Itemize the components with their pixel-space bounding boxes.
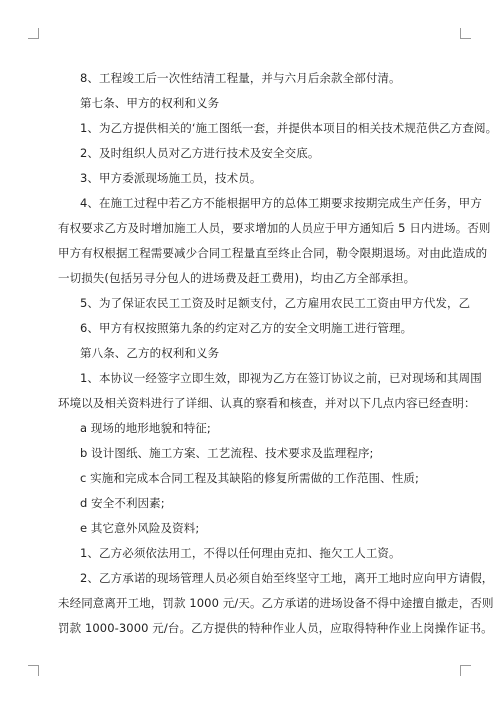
text-line: 4、在施工过程中若乙方不能根据甲方的总体工期要求按期完成生产任务，甲方	[80, 196, 482, 210]
text-line: 2、乙方承诺的现场管理人员必须自始至终坚守工地，离开工地时应向甲方请假，	[80, 571, 494, 585]
text-line: d 安全不利因素;	[80, 496, 165, 510]
paragraph	[80, 141, 442, 166]
paragraph	[58, 366, 482, 416]
text-line: c 实施和完成本合同工程及其缺陷的修复所需做的工作范围、性质;	[80, 471, 419, 485]
paragraph	[80, 541, 442, 566]
text-line: b 设计图纸、施工方案、工艺流程、技术要求及监理程序;	[80, 446, 374, 460]
crop-mark-bottom-left	[28, 665, 39, 676]
text-line: 甲方有权根据工程需要减少合同工程量直至终止合同，勒令限期退场。对由此造成的	[58, 246, 488, 260]
paragraph	[80, 341, 442, 366]
crop-mark-top-left	[28, 28, 39, 39]
paragraph	[80, 116, 498, 141]
document-body	[58, 66, 498, 641]
paragraph	[58, 566, 494, 641]
text-line: 第七条、甲方的权利和义务	[80, 96, 220, 110]
text-line: e 其它意外风险及资料;	[80, 521, 200, 535]
paragraph	[80, 516, 442, 541]
text-line: 罚款 1000-3000 元/台。乙方提供的特种作业人员，应取得特种作业上岗操作证书。	[58, 621, 493, 635]
text-line: 一切损失(包括另寻分包人的进场费及赶工费用)，均由乙方全部承担。	[58, 271, 416, 285]
text-line: 8、工程竣工后一次性结清工程量，并与六月后余款全部付清。	[80, 71, 401, 85]
text-line: 有权要求乙方及时增加施工人员，要求增加的人员应于甲方通知后 5 日内进场。否则	[58, 221, 491, 235]
text-line: 未经同意离开工地，罚款 1000 元/天。乙方承诺的进场设备不得中途擅自撤走，否则	[58, 596, 494, 610]
crop-mark-bottom-right	[460, 665, 471, 676]
paragraph	[80, 66, 442, 91]
paragraph	[80, 466, 442, 491]
text-line: a 现场的地形地貌和特征;	[80, 421, 211, 435]
text-line: 6、甲方有权按照第九条的约定对乙方的安全文明施工进行管理。	[80, 321, 413, 335]
text-line: 1、乙方必须依法用工，不得以任何理由克扣、拖欠工人工资。	[80, 546, 401, 560]
paragraph	[80, 166, 442, 191]
text-line: 环境以及相关资料进行了详细、认真的察看和核查，并对以下几点内容已经查明：	[58, 396, 476, 410]
crop-mark-top-right	[460, 28, 471, 39]
text-line: 3、甲方委派现场施工员，技术员。	[80, 171, 262, 185]
paragraph	[58, 191, 491, 291]
paragraph	[80, 91, 442, 116]
paragraph	[80, 416, 442, 441]
paragraph	[80, 491, 442, 516]
text-line: 1、本协议一经签字立即生效，即视为乙方在签订协议之前，已对现场和其周围	[80, 371, 482, 385]
text-line: 1、为乙方提供相关的‘施工图纸一套，并提供本项目的相关技术规范供乙方查阅。	[80, 121, 498, 135]
paragraph	[80, 291, 471, 316]
text-line: 2、及时组织人员对乙方进行技术及安全交底。	[80, 146, 320, 160]
text-line: 第八条、乙方的权利和义务	[80, 346, 220, 360]
paragraph	[80, 316, 442, 341]
paragraph	[80, 441, 442, 466]
text-line: 5、为了保证农民工工资及时足额支付，乙方雇用农民工工资由甲方代发，乙	[80, 296, 471, 310]
